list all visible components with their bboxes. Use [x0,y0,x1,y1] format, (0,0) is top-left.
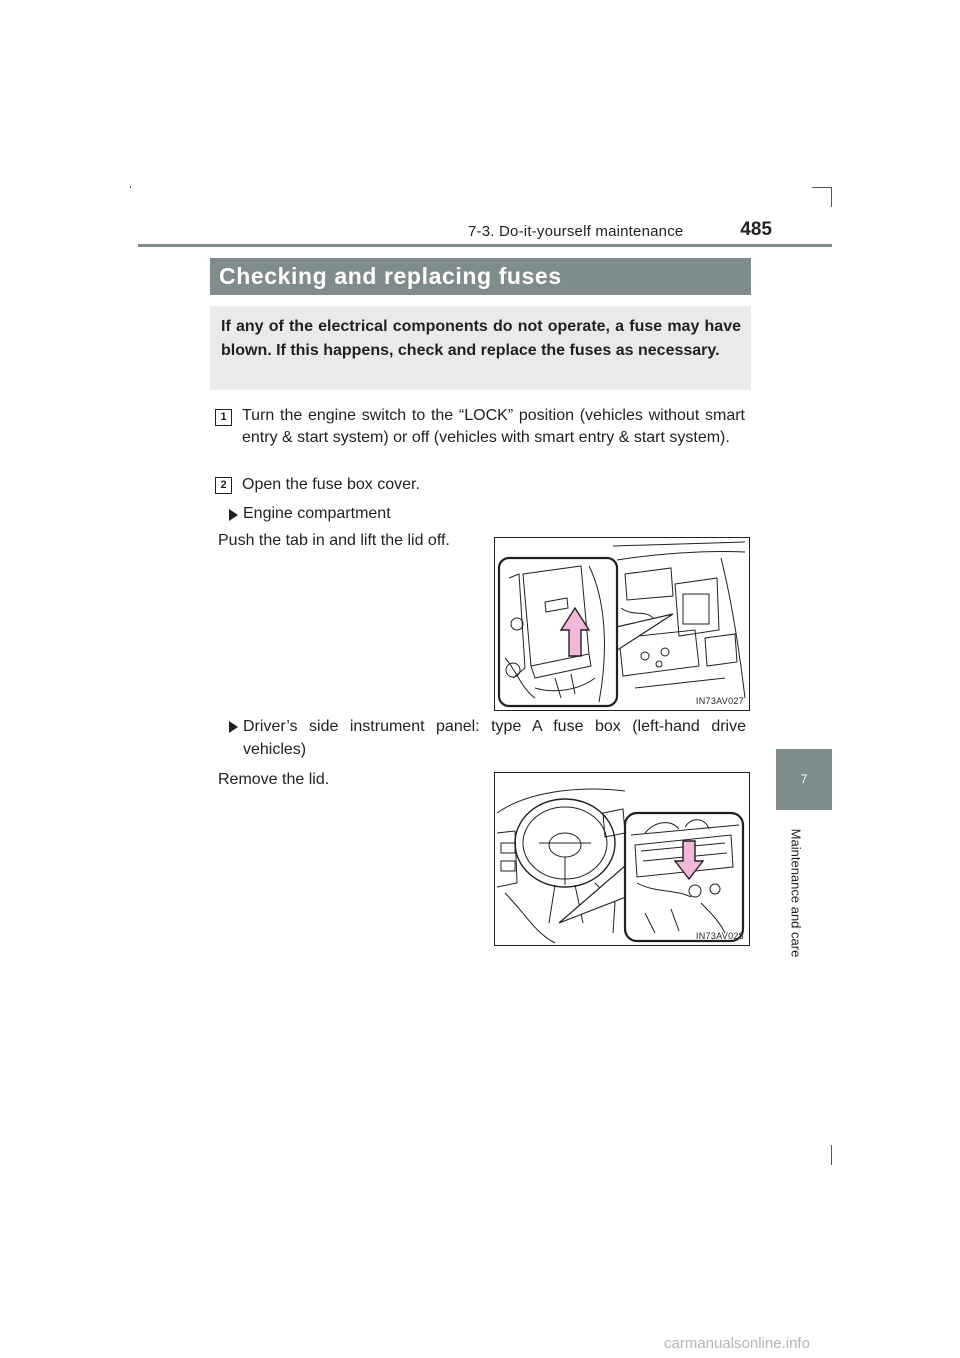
bullet-arrow-icon [229,509,238,521]
chapter-title-vertical: Maintenance and care [788,828,804,957]
page-title: Checking and replacing fuses [210,258,751,295]
step-number-box: 1 [215,409,232,426]
subsection-heading: Driver’s side instrument panel: type A fuse box (left-hand drive vehicles) [243,718,746,758]
subsection-instruction: Push the tab in and lift the lid off. [218,532,450,549]
subsection-instruction: Remove the lid. [218,771,330,788]
header-rule [138,244,832,247]
instrument-panel-illustration [495,773,749,945]
page-number: 485 [740,219,772,240]
running-header [0,218,960,242]
engine-compartment-figure [494,537,750,711]
chapter-number: 7 [800,772,808,786]
watermark: carmanualsonline.info [664,1335,810,1352]
instrument-panel-figure [494,772,750,946]
intro-box: If any of the electrical components do not operate, a fuse may have blown. If this happens, check and replace the fuses as necessary. [210,306,751,390]
step-text: Turn the engine switch to the “LOCK” position (vehicles without smart entry & start system) or off (vehicles with smart entry & start system). [242,407,745,446]
subsection-heading: Engine compartment [243,505,391,522]
crop-mark-top-right-v [831,187,832,207]
section-title: 7-3. Do-it-yourself maintenance [468,223,684,240]
crop-mark-top-right-h [812,187,832,188]
crop-mark-bottom-right [831,1145,832,1165]
step-number-box: 2 [215,477,232,494]
engine-compartment-illustration [495,538,749,710]
chapter-tab[interactable] [776,749,832,810]
figure-code: IN73AV028 [695,931,744,941]
bullet-arrow-icon [229,721,238,733]
crop-mark-top-left [130,186,131,188]
figure-code: IN73AV027 [695,696,744,706]
step-text: Open the fuse box cover. [242,476,420,493]
